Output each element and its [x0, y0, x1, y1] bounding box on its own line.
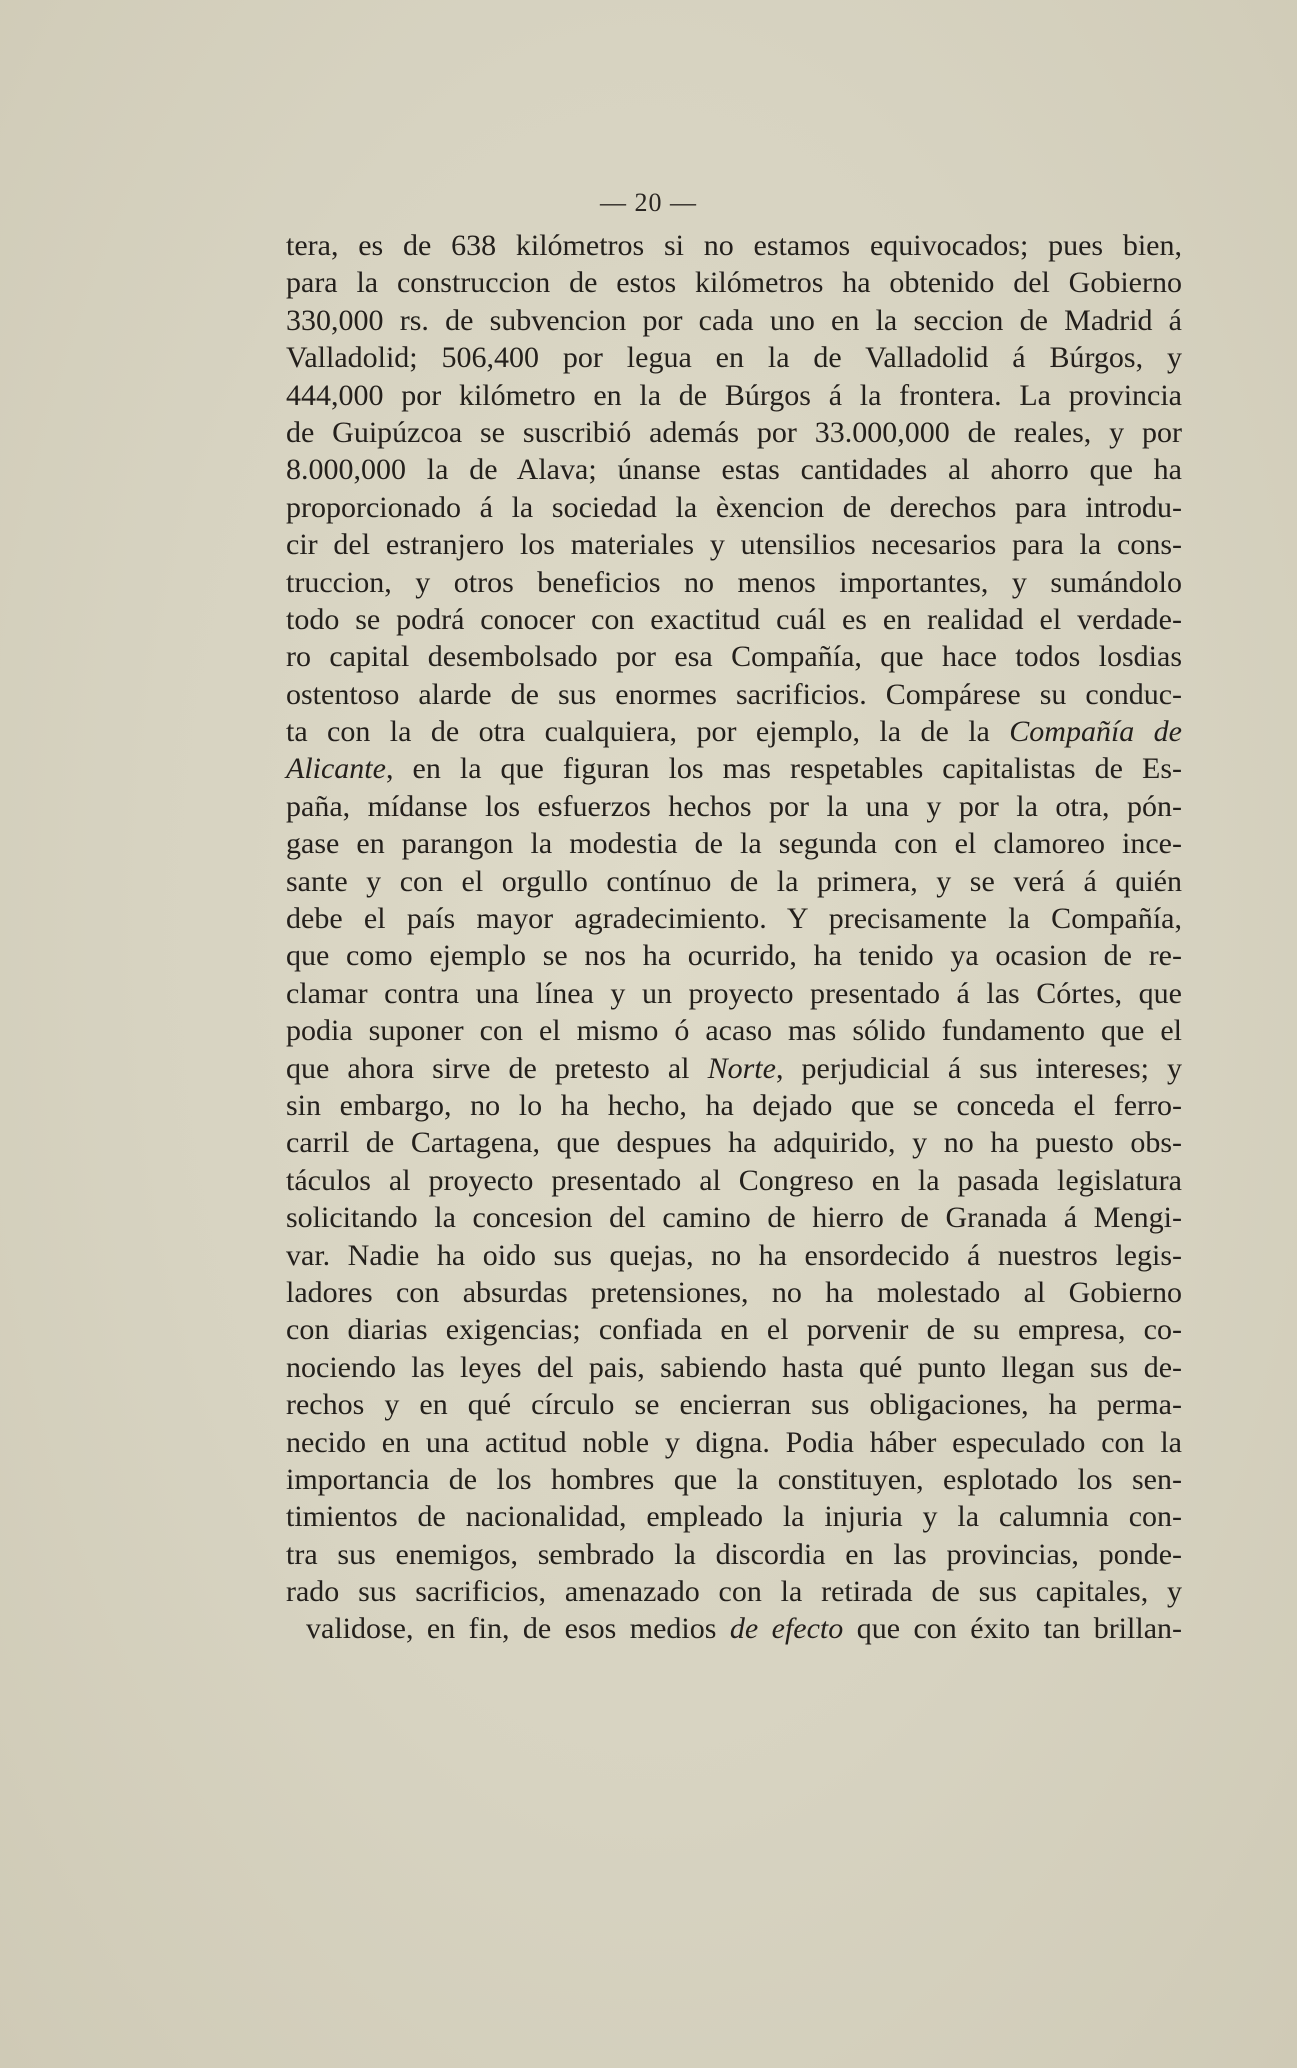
text-line: Valladolid; 506,400 por legua en la de Valladolid á Búrgos, y: [286, 341, 1182, 375]
text-line-mixed: [286, 750, 1182, 787]
text-line: nociendo las leyes del pais, sabiendo hasta qué punto llegan sus de-: [286, 1350, 1182, 1384]
text-line: tera, es de 638 kilómetros si no estamos equivocados; pues bien,: [286, 229, 1182, 262]
text-line: sin embargo, no lo ha hecho, ha dejado que se conceda el ferro-: [286, 1088, 1182, 1122]
text-line: sante y con el orgullo contínuo de la primera, y se verá á quién: [286, 864, 1182, 898]
text-line: 8.000,000 la de Alava; únanse estas cantidades al ahorro que ha: [286, 453, 1182, 487]
text-line: truccion, y otros beneficios no menos importantes, y sumándolo: [286, 565, 1182, 599]
text-segment: ta con la de otra cualquiera, por ejemplo, la de la: [286, 715, 990, 749]
text-line-mixed: [286, 1050, 1182, 1087]
text-line: ostentoso alarde de sus enormes sacrificios. Compárese su conduc-: [286, 677, 1182, 711]
text-segment: validose, en fin, de esos medios: [306, 1612, 717, 1646]
text-line-mixed: [286, 1610, 1182, 1647]
text-segment: , en la que figuran los mas respetables capitalistas de Es-: [385, 752, 1182, 786]
page-number: — 20 —: [600, 188, 697, 217]
text-line: podia suponer con el mismo ó acaso mas sólido fundamento que el: [286, 1014, 1182, 1048]
text-line: rado sus sacrificios, amenazado con la retirada de sus capitales, y: [286, 1575, 1182, 1609]
text-line: timientos de nacionalidad, empleado la injuria y la calumnia con-: [286, 1500, 1182, 1534]
text-line: de Guipúzcoa se suscribió además por 33.000,000 de reales, y por: [286, 415, 1182, 449]
text-line: con diarias exigencias; confiada en el porvenir de su empresa, co-: [286, 1313, 1182, 1347]
text-line: todo se podrá conocer con exactitud cuál es en realidad el verdade-: [286, 602, 1182, 636]
text-line-mixed: [286, 713, 1182, 750]
text-line: tra sus enemigos, sembrado la discordia en las provincias, ponde-: [286, 1537, 1182, 1571]
text-line: 444,000 por kilómetro en la de Búrgos á la frontera. La provincia: [286, 378, 1182, 412]
text-line: var. Nadie ha oido sus quejas, no ha ensordecido á nuestros legis-: [286, 1238, 1182, 1272]
italic-segment: Alicante: [286, 752, 386, 786]
text-line: paña, mídanse los esfuerzos hechos por la una y por la otra, pón-: [286, 789, 1182, 823]
italic-segment: Norte: [707, 1051, 776, 1085]
text-line: 330,000 rs. de subvencion por cada uno en la seccion de Madrid á: [286, 303, 1182, 337]
text-line: proporcionado á la sociedad la èxencion de derechos para introdu-: [286, 490, 1182, 524]
text-line: debe el país mayor agradecimiento. Y precisamente la Compañía,: [286, 902, 1182, 936]
body-text: [286, 227, 1182, 1648]
text-line: para la construccion de estos kilómetros ha obtenido del Gobierno: [286, 266, 1182, 300]
text-segment: que ahora sirve de pretesto al: [286, 1051, 690, 1085]
text-line: ro capital desembolsado por esa Compañía, que hace todos losdias: [286, 640, 1182, 674]
text-line: rechos y en qué círculo se encierran sus obligaciones, ha perma-: [286, 1388, 1182, 1422]
text-line: carril de Cartagena, que despues ha adquirido, y no ha puesto obs-: [286, 1126, 1182, 1160]
text-line: necido en una actitud noble y digna. Podia háber especulado con la: [286, 1425, 1182, 1459]
text-line: clamar contra una línea y un proyecto presentado á las Córtes, que: [286, 976, 1182, 1010]
text-segment: que con éxito tan brillan-: [856, 1612, 1182, 1646]
italic-segment: Compañía de: [1009, 715, 1183, 749]
text-line: ladores con absurdas pretensiones, no ha molestado al Gobierno: [286, 1275, 1182, 1309]
text-line: cir del estranjero los materiales y utensilios necesarios para la cons-: [286, 528, 1182, 562]
text-segment: , perjudicial á sus intereses; y: [775, 1051, 1183, 1085]
text-line: que como ejemplo se nos ha ocurrido, ha tenido ya ocasion de re-: [286, 939, 1182, 973]
text-line: importancia de los hombres que la constituyen, esplotado los sen-: [286, 1462, 1182, 1496]
text-line: gase en parangon la modestia de la segunda con el clamoreo ince-: [286, 827, 1182, 861]
text-line: solicitando la concesion del camino de hierro de Granada á Mengi-: [286, 1201, 1182, 1235]
text-line: táculos al proyecto presentado al Congreso en la pasada legislatura: [286, 1163, 1182, 1197]
italic-segment: de efecto: [729, 1612, 844, 1646]
